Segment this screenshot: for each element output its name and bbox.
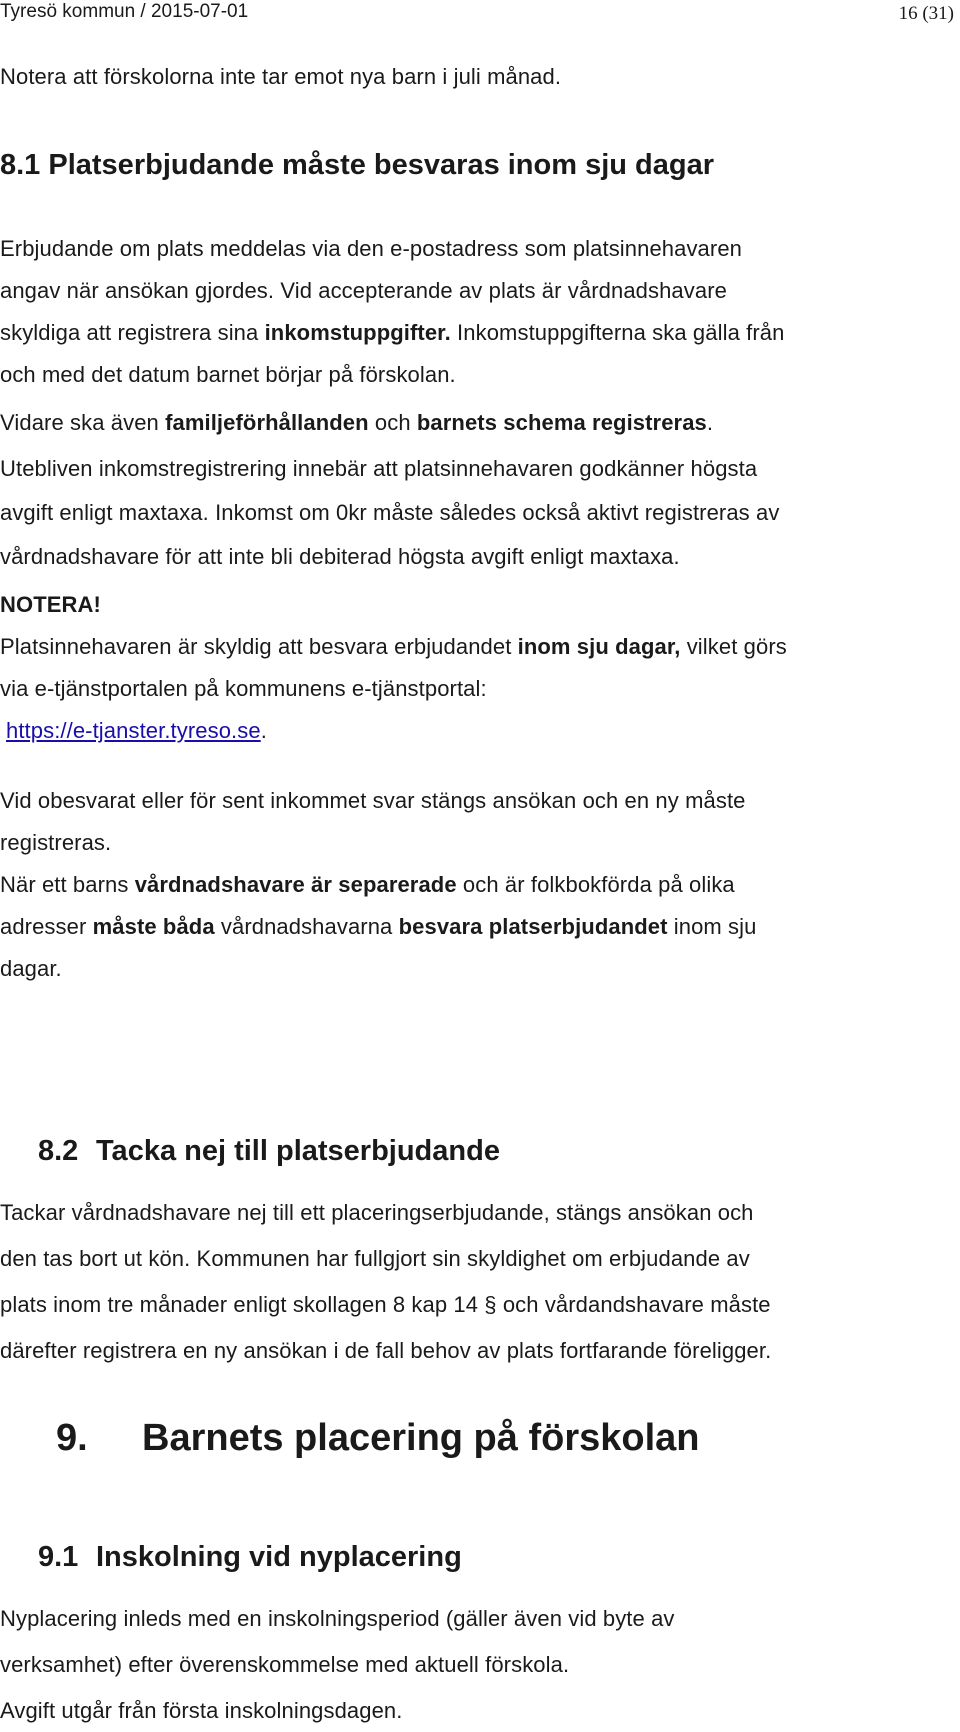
paragraph-line: [0, 914, 756, 940]
eservice-link[interactable]: https://e-tjanster.tyreso.se: [6, 718, 261, 743]
notice-label: NOTERA!: [0, 592, 101, 617]
paragraph-line: Avgift utgår från första inskolningsdagen.: [0, 1698, 403, 1723]
paragraph-line: Nyplacering inleds med en inskolningsperiod (gäller även vid byte av: [0, 1606, 675, 1631]
paragraph-line: Utebliven inkomstregistrering innebär att platsinnehavaren godkänner högsta: [0, 456, 758, 481]
paragraph-line: [0, 634, 787, 660]
text-span: vårdnadshavarna: [214, 914, 399, 939]
heading-number: 8.2: [38, 1135, 79, 1167]
bold-text: inom sju dagar,: [517, 634, 681, 659]
heading-number: 9.: [56, 1417, 88, 1459]
paragraph-line: registreras.: [0, 830, 112, 855]
paragraph-line: dagar.: [0, 956, 62, 981]
bold-text: barnets schema registreras: [416, 410, 707, 435]
heading-8-2: [38, 1134, 500, 1168]
paragraph-line: den tas bort ut kön. Kommunen har fullgjort sin skyldighet om erbjudande av: [0, 1246, 750, 1271]
paragraph-line: därefter registrera en ny ansökan i de fall behov av plats fortfarande föreligger.: [0, 1338, 772, 1363]
paragraph-line: [0, 410, 713, 436]
document-header: Tyresö kommun / 2015-07-01: [0, 1, 249, 22]
paragraph-line: Erbjudande om plats meddelas via den e-postadress som platsinnehavaren: [0, 236, 742, 261]
text-span: När ett barns: [0, 872, 135, 897]
text-span: Inkomstuppgifterna ska gälla från: [450, 320, 785, 345]
bold-text: vårdnadshavare är separerade: [134, 872, 457, 897]
paragraph-line: angav när ansökan gjordes. Vid accepterande av plats är vårdnadshavare: [0, 278, 727, 303]
paragraph-line: avgift enligt maxtaxa. Inkomst om 0kr måste således också aktivt registreras av: [0, 500, 780, 525]
page-number: 16 (31): [898, 3, 954, 24]
bold-text: måste båda: [92, 914, 215, 939]
paragraph-line: vårdnadshavare för att inte bli debiterad högsta avgift enligt maxtaxa.: [0, 544, 680, 569]
text-span: Vidare ska även: [0, 410, 166, 435]
text-span: .: [706, 410, 714, 435]
paragraph-line: verksamhet) efter överenskommelse med aktuell förskola.: [0, 1652, 570, 1677]
bold-text: besvara platserbjudandet: [398, 914, 668, 939]
text-span: vilket görs: [680, 634, 787, 659]
heading-9-1: [38, 1540, 462, 1574]
link-line: [6, 718, 267, 744]
text-span: adresser: [0, 914, 93, 939]
bold-text: familjeförhållanden: [165, 410, 369, 435]
paragraph-line: Vid obesvarat eller för sent inkommet svar stängs ansökan och en ny måste: [0, 788, 746, 813]
paragraph-line: [0, 872, 735, 898]
paragraph-line: plats inom tre månader enligt skollagen 8 kap 14 § och vårdandshavare måste: [0, 1292, 771, 1317]
heading-title: Inskolning vid nyplacering: [96, 1541, 462, 1573]
heading-8-1: 8.1 Platserbjudande måste besvaras inom sju dagar: [0, 149, 715, 181]
intro-paragraph: Notera att förskolorna inte tar emot nya barn i juli månad.: [0, 64, 562, 89]
text-span: och är folkbokförda på olika: [456, 872, 735, 897]
text-span: .: [260, 718, 267, 743]
text-span: och: [368, 410, 417, 435]
heading-9: [56, 1416, 700, 1460]
paragraph-line: och med det datum barnet börjar på förskolan.: [0, 362, 456, 387]
heading-title: Tacka nej till platserbjudande: [96, 1135, 500, 1167]
heading-number: 9.1: [38, 1541, 79, 1573]
bold-text: inkomstuppgifter.: [264, 320, 451, 345]
paragraph-line: via e-tjänstportalen på kommunens e-tjänstportal:: [0, 676, 487, 701]
text-span: inom sju: [667, 914, 757, 939]
text-span: skyldiga att registrera sina: [0, 320, 265, 345]
text-span: Platsinnehavaren är skyldig att besvara erbjudandet: [0, 634, 518, 659]
paragraph-line: Tackar vårdnadshavare nej till ett placeringserbjudande, stängs ansökan och: [0, 1200, 754, 1225]
paragraph-line: [0, 320, 784, 346]
heading-title: Barnets placering på förskolan: [142, 1417, 700, 1459]
